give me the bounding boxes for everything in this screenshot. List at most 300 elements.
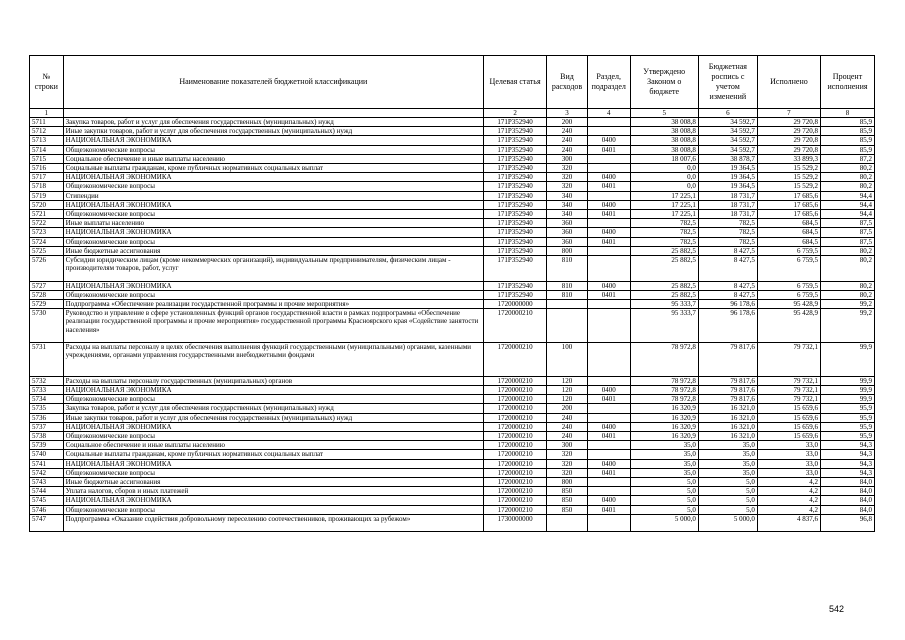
cell-target: 1720000210 xyxy=(484,496,547,505)
header-exp-type: Вид расходов xyxy=(547,56,588,109)
cell-row-no: 5742 xyxy=(30,468,64,477)
cell-target: 1720000210 xyxy=(484,505,547,514)
cell-approved: 5,0 xyxy=(630,496,698,505)
cell-exp-type: 800 xyxy=(547,478,588,487)
cell-percent: 80,2 xyxy=(820,182,874,191)
cell-percent: 95,9 xyxy=(820,422,874,431)
table-row xyxy=(30,386,875,395)
cell-percent: 87,5 xyxy=(820,237,874,246)
cell-approved: 16 320,9 xyxy=(630,432,698,441)
table-row xyxy=(30,459,875,468)
cell-exp-type: 200 xyxy=(547,404,588,413)
cell-percent: 99,9 xyxy=(820,386,874,395)
table-row xyxy=(30,154,875,163)
cell-target: 171Р352940 xyxy=(484,228,547,237)
cell-executed: 6 759,5 xyxy=(757,246,820,255)
cell-approved: 78 972,8 xyxy=(630,395,698,404)
cell-schedule: 782,5 xyxy=(698,228,757,237)
cell-row-no: 5732 xyxy=(30,376,64,385)
cell-schedule: 782,5 xyxy=(698,219,757,228)
cell-name: НАЦИОНАЛЬНАЯ ЭКОНОМИКА xyxy=(63,173,483,182)
cell-executed: 15 659,6 xyxy=(757,413,820,422)
cell-exp-type: 240 xyxy=(547,422,588,431)
cell-row-no: 5722 xyxy=(30,219,64,228)
cell-section: 0400 xyxy=(587,228,630,237)
column-number: 4 xyxy=(587,109,630,118)
cell-name: Расходы на выплаты персоналу в целях обеспечения выполнения функций государственными (муниципальными) органами, казенными учреждениями, органами управления государственными внебюджетными фондами xyxy=(63,343,483,377)
cell-percent: 94,3 xyxy=(820,450,874,459)
column-number: 7 xyxy=(757,109,820,118)
cell-target: 1720000210 xyxy=(484,309,547,343)
cell-name: НАЦИОНАЛЬНАЯ ЭКОНОМИКА xyxy=(63,228,483,237)
cell-exp-type: 120 xyxy=(547,386,588,395)
cell-row-no: 5717 xyxy=(30,173,64,182)
table-row xyxy=(30,487,875,496)
cell-section xyxy=(587,441,630,450)
cell-name: Социальное обеспечение и иные выплаты населению xyxy=(63,441,483,450)
cell-target: 1720000210 xyxy=(484,487,547,496)
table-row xyxy=(30,191,875,200)
cell-exp-type: 810 xyxy=(547,290,588,299)
cell-approved: 17 225,1 xyxy=(630,210,698,219)
cell-row-no: 5725 xyxy=(30,246,64,255)
table-row xyxy=(30,468,875,477)
table-row xyxy=(30,413,875,422)
cell-target: 1720000210 xyxy=(484,432,547,441)
cell-schedule: 16 321,0 xyxy=(698,404,757,413)
cell-section xyxy=(587,478,630,487)
cell-name: Общеэкономические вопросы xyxy=(63,432,483,441)
cell-schedule: 18 731,7 xyxy=(698,191,757,200)
cell-executed: 29 720,8 xyxy=(757,127,820,136)
cell-executed: 79 732,1 xyxy=(757,343,820,377)
cell-name: Подпрограмма «Оказание содействия добровольному переселению соотечественников, проживающих за рубежом» xyxy=(63,514,483,531)
cell-section: 0400 xyxy=(587,136,630,145)
cell-section xyxy=(587,413,630,422)
cell-name: Подпрограмма «Обеспечение реализации государственной программы и прочие мероприятия» xyxy=(63,300,483,309)
cell-approved: 35,0 xyxy=(630,441,698,450)
cell-schedule: 8 427,5 xyxy=(698,246,757,255)
cell-target: 1720000210 xyxy=(484,450,547,459)
cell-exp-type: 200 xyxy=(547,118,588,127)
cell-row-no: 5720 xyxy=(30,200,64,209)
cell-row-no: 5727 xyxy=(30,281,64,290)
cell-executed: 17 685,6 xyxy=(757,210,820,219)
cell-name: Иные бюджетные ассигнования xyxy=(63,478,483,487)
cell-target: 1720000000 xyxy=(484,300,547,309)
cell-exp-type: 810 xyxy=(547,281,588,290)
cell-approved: 25 882,5 xyxy=(630,246,698,255)
cell-executed: 79 732,1 xyxy=(757,395,820,404)
table-row xyxy=(30,145,875,154)
cell-percent: 80,2 xyxy=(820,256,874,282)
cell-schedule: 782,5 xyxy=(698,237,757,246)
cell-exp-type xyxy=(547,300,588,309)
cell-percent: 87,5 xyxy=(820,219,874,228)
cell-schedule: 18 731,7 xyxy=(698,210,757,219)
cell-approved: 0,0 xyxy=(630,164,698,173)
cell-target: 171Р352940 xyxy=(484,164,547,173)
cell-name: Субсидии юридическим лицам (кроме некоммерческих организаций), индивидуальным предпринимателям, физическим лицам - производителям товаров, работ, услуг xyxy=(63,256,483,282)
cell-row-no: 5730 xyxy=(30,309,64,343)
cell-executed: 6 759,5 xyxy=(757,256,820,282)
cell-executed: 4 837,6 xyxy=(757,514,820,531)
cell-target: 1720000210 xyxy=(484,404,547,413)
cell-schedule: 96 178,6 xyxy=(698,300,757,309)
table-row xyxy=(30,432,875,441)
table-row xyxy=(30,219,875,228)
cell-target: 171Р352940 xyxy=(484,200,547,209)
cell-executed: 684,5 xyxy=(757,219,820,228)
cell-row-no: 5739 xyxy=(30,441,64,450)
column-number: 3 xyxy=(547,109,588,118)
cell-target: 171Р352940 xyxy=(484,219,547,228)
cell-percent: 99,2 xyxy=(820,300,874,309)
table-row xyxy=(30,182,875,191)
table-row xyxy=(30,290,875,299)
cell-name: Расходы на выплаты персоналу государственных (муниципальных) органов xyxy=(63,376,483,385)
cell-section xyxy=(587,118,630,127)
cell-percent: 87,2 xyxy=(820,154,874,163)
cell-schedule: 34 592,7 xyxy=(698,136,757,145)
cell-section xyxy=(587,191,630,200)
cell-section xyxy=(587,127,630,136)
header-name: Наименование показателей бюджетной классификации xyxy=(63,56,483,109)
cell-section: 0400 xyxy=(587,496,630,505)
cell-name: Иные закупки товаров, работ и услуг для обеспечения государственных (муниципальных) нужд xyxy=(63,127,483,136)
cell-percent: 80,2 xyxy=(820,246,874,255)
cell-approved: 5 000,0 xyxy=(630,514,698,531)
cell-section: 0401 xyxy=(587,182,630,191)
column-number: 6 xyxy=(698,109,757,118)
table-row xyxy=(30,200,875,209)
header-executed: Исполнено xyxy=(757,56,820,109)
cell-exp-type: 360 xyxy=(547,228,588,237)
cell-exp-type: 810 xyxy=(547,256,588,282)
cell-percent: 94,4 xyxy=(820,191,874,200)
cell-exp-type: 300 xyxy=(547,441,588,450)
cell-target: 171Р352940 xyxy=(484,191,547,200)
cell-row-no: 5728 xyxy=(30,290,64,299)
cell-approved: 5,0 xyxy=(630,487,698,496)
cell-name: Общеэкономические вопросы xyxy=(63,290,483,299)
cell-target: 1720000210 xyxy=(484,441,547,450)
cell-approved: 782,5 xyxy=(630,237,698,246)
cell-name: НАЦИОНАЛЬНАЯ ЭКОНОМИКА xyxy=(63,496,483,505)
header-percent: Процент исполнения xyxy=(820,56,874,109)
table-row xyxy=(30,441,875,450)
cell-target: 171Р352940 xyxy=(484,281,547,290)
cell-executed: 17 685,6 xyxy=(757,191,820,200)
cell-schedule: 5,0 xyxy=(698,496,757,505)
cell-approved: 78 972,8 xyxy=(630,376,698,385)
cell-target: 171Р352940 xyxy=(484,154,547,163)
cell-schedule: 19 364,5 xyxy=(698,164,757,173)
cell-executed: 684,5 xyxy=(757,237,820,246)
cell-name: Общеэкономические вопросы xyxy=(63,210,483,219)
cell-executed: 15 659,6 xyxy=(757,404,820,413)
cell-schedule: 35,0 xyxy=(698,441,757,450)
cell-row-no: 5746 xyxy=(30,505,64,514)
cell-name: Закупка товаров, работ и услуг для обеспечения государственных (муниципальных) нужд xyxy=(63,404,483,413)
cell-schedule: 79 817,6 xyxy=(698,386,757,395)
cell-schedule: 5,0 xyxy=(698,487,757,496)
cell-row-no: 5731 xyxy=(30,343,64,377)
cell-name: НАЦИОНАЛЬНАЯ ЭКОНОМИКА xyxy=(63,281,483,290)
cell-approved: 95 333,7 xyxy=(630,309,698,343)
cell-row-no: 5745 xyxy=(30,496,64,505)
cell-row-no: 5712 xyxy=(30,127,64,136)
cell-approved: 782,5 xyxy=(630,219,698,228)
cell-executed: 15 659,6 xyxy=(757,422,820,431)
cell-approved: 16 320,9 xyxy=(630,413,698,422)
cell-executed: 4,2 xyxy=(757,505,820,514)
cell-schedule: 34 592,7 xyxy=(698,118,757,127)
table-row xyxy=(30,173,875,182)
cell-name: Общеэкономические вопросы xyxy=(63,237,483,246)
cell-row-no: 5741 xyxy=(30,459,64,468)
cell-percent: 94,3 xyxy=(820,468,874,477)
cell-name: Иные закупки товаров, работ и услуг для обеспечения государственных (муниципальных) нужд xyxy=(63,413,483,422)
cell-executed: 95 428,9 xyxy=(757,300,820,309)
table-row xyxy=(30,127,875,136)
cell-exp-type: 240 xyxy=(547,136,588,145)
cell-section xyxy=(587,164,630,173)
cell-approved: 782,5 xyxy=(630,228,698,237)
cell-percent: 84,0 xyxy=(820,478,874,487)
cell-approved: 0,0 xyxy=(630,173,698,182)
cell-section: 0400 xyxy=(587,281,630,290)
cell-row-no: 5714 xyxy=(30,145,64,154)
cell-schedule: 35,0 xyxy=(698,468,757,477)
cell-executed: 15 529,2 xyxy=(757,182,820,191)
cell-name: НАЦИОНАЛЬНАЯ ЭКОНОМИКА xyxy=(63,200,483,209)
cell-approved: 16 320,9 xyxy=(630,404,698,413)
cell-row-no: 5734 xyxy=(30,395,64,404)
cell-row-no: 5726 xyxy=(30,256,64,282)
cell-executed: 4,2 xyxy=(757,478,820,487)
cell-schedule: 16 321,0 xyxy=(698,422,757,431)
cell-approved: 17 225,1 xyxy=(630,200,698,209)
cell-approved: 38 008,8 xyxy=(630,118,698,127)
cell-row-no: 5718 xyxy=(30,182,64,191)
cell-executed: 33,0 xyxy=(757,441,820,450)
cell-exp-type: 120 xyxy=(547,376,588,385)
table-row xyxy=(30,450,875,459)
cell-section: 0401 xyxy=(587,432,630,441)
cell-schedule: 16 321,0 xyxy=(698,432,757,441)
cell-executed: 33 899,3 xyxy=(757,154,820,163)
cell-schedule: 35,0 xyxy=(698,450,757,459)
cell-percent: 95,9 xyxy=(820,404,874,413)
budget-table xyxy=(29,55,875,532)
cell-section xyxy=(587,343,630,377)
cell-executed: 684,5 xyxy=(757,228,820,237)
cell-section: 0400 xyxy=(587,173,630,182)
cell-name: Общеэкономические вопросы xyxy=(63,395,483,404)
cell-name: Иные бюджетные ассигнования xyxy=(63,246,483,255)
cell-exp-type: 340 xyxy=(547,210,588,219)
cell-section: 0400 xyxy=(587,200,630,209)
cell-name: НАЦИОНАЛЬНАЯ ЭКОНОМИКА xyxy=(63,386,483,395)
cell-section: 0400 xyxy=(587,386,630,395)
cell-executed: 4,2 xyxy=(757,487,820,496)
cell-exp-type xyxy=(547,309,588,343)
cell-section: 0400 xyxy=(587,459,630,468)
cell-approved: 35,0 xyxy=(630,468,698,477)
cell-percent: 94,4 xyxy=(820,200,874,209)
cell-target: 1720000210 xyxy=(484,413,547,422)
cell-target: 1720000210 xyxy=(484,343,547,377)
cell-row-no: 5737 xyxy=(30,422,64,431)
cell-exp-type: 850 xyxy=(547,505,588,514)
cell-exp-type: 340 xyxy=(547,191,588,200)
cell-target: 171Р352940 xyxy=(484,237,547,246)
cell-executed: 6 759,5 xyxy=(757,290,820,299)
cell-schedule: 5,0 xyxy=(698,505,757,514)
cell-executed: 33,0 xyxy=(757,459,820,468)
table-row xyxy=(30,246,875,255)
cell-section xyxy=(587,514,630,531)
cell-row-no: 5724 xyxy=(30,237,64,246)
cell-row-no: 5719 xyxy=(30,191,64,200)
cell-exp-type xyxy=(547,514,588,531)
table-row xyxy=(30,164,875,173)
cell-target: 1720000210 xyxy=(484,478,547,487)
cell-executed: 33,0 xyxy=(757,468,820,477)
cell-percent: 80,2 xyxy=(820,173,874,182)
cell-target: 171Р352940 xyxy=(484,246,547,255)
cell-target: 1720000210 xyxy=(484,422,547,431)
cell-row-no: 5723 xyxy=(30,228,64,237)
cell-schedule: 79 817,6 xyxy=(698,376,757,385)
cell-section xyxy=(587,300,630,309)
cell-schedule: 18 731,7 xyxy=(698,200,757,209)
table-row xyxy=(30,514,875,531)
cell-row-no: 5716 xyxy=(30,164,64,173)
cell-approved: 5,0 xyxy=(630,505,698,514)
header-row-no: № строки xyxy=(30,56,64,109)
cell-percent: 80,2 xyxy=(820,281,874,290)
cell-percent: 87,5 xyxy=(820,228,874,237)
cell-percent: 99,9 xyxy=(820,376,874,385)
cell-percent: 85,9 xyxy=(820,145,874,154)
cell-approved: 35,0 xyxy=(630,459,698,468)
cell-row-no: 5715 xyxy=(30,154,64,163)
page-number: 542 xyxy=(829,604,845,614)
cell-exp-type: 850 xyxy=(547,487,588,496)
cell-schedule: 34 592,7 xyxy=(698,127,757,136)
cell-schedule: 79 817,6 xyxy=(698,343,757,377)
cell-exp-type: 320 xyxy=(547,173,588,182)
cell-target: 171Р352940 xyxy=(484,256,547,282)
cell-executed: 29 720,8 xyxy=(757,136,820,145)
cell-row-no: 5733 xyxy=(30,386,64,395)
cell-approved: 38 008,8 xyxy=(630,127,698,136)
cell-target: 171Р352940 xyxy=(484,210,547,219)
cell-target: 1720000210 xyxy=(484,459,547,468)
column-number-row xyxy=(30,109,875,118)
table-row xyxy=(30,309,875,343)
cell-exp-type: 800 xyxy=(547,246,588,255)
cell-schedule: 79 817,6 xyxy=(698,395,757,404)
cell-approved: 18 007,6 xyxy=(630,154,698,163)
cell-executed: 33,0 xyxy=(757,450,820,459)
cell-section: 0401 xyxy=(587,468,630,477)
cell-exp-type: 320 xyxy=(547,164,588,173)
cell-percent: 99,2 xyxy=(820,309,874,343)
cell-target: 171Р352940 xyxy=(484,118,547,127)
cell-target: 171Р352940 xyxy=(484,173,547,182)
column-number xyxy=(63,109,483,118)
cell-section xyxy=(587,376,630,385)
cell-schedule: 96 178,6 xyxy=(698,309,757,343)
cell-executed: 29 720,8 xyxy=(757,118,820,127)
header-section: Раздел, подраздел xyxy=(587,56,630,109)
cell-approved: 25 882,5 xyxy=(630,290,698,299)
cell-name: Общеэкономические вопросы xyxy=(63,145,483,154)
cell-percent: 99,9 xyxy=(820,343,874,377)
cell-row-no: 5735 xyxy=(30,404,64,413)
cell-executed: 15 529,2 xyxy=(757,164,820,173)
cell-row-no: 5747 xyxy=(30,514,64,531)
cell-target: 1720000210 xyxy=(484,468,547,477)
cell-approved: 17 225,1 xyxy=(630,191,698,200)
table-row xyxy=(30,422,875,431)
cell-approved: 25 882,5 xyxy=(630,281,698,290)
column-number: 8 xyxy=(820,109,874,118)
cell-name: Закупка товаров, работ и услуг для обеспечения государственных (муниципальных) нужд xyxy=(63,118,483,127)
cell-approved: 0,0 xyxy=(630,182,698,191)
cell-executed: 95 428,9 xyxy=(757,309,820,343)
table-row xyxy=(30,505,875,514)
cell-percent: 85,9 xyxy=(820,136,874,145)
cell-target: 171Р352940 xyxy=(484,290,547,299)
table-row xyxy=(30,281,875,290)
cell-executed: 4,2 xyxy=(757,496,820,505)
cell-target: 1720000210 xyxy=(484,395,547,404)
cell-schedule: 5,0 xyxy=(698,478,757,487)
cell-section xyxy=(587,309,630,343)
cell-exp-type: 320 xyxy=(547,468,588,477)
table-row xyxy=(30,300,875,309)
cell-section: 0401 xyxy=(587,210,630,219)
cell-section: 0401 xyxy=(587,145,630,154)
cell-target: 1730000000 xyxy=(484,514,547,531)
cell-approved: 5,0 xyxy=(630,478,698,487)
cell-row-no: 5740 xyxy=(30,450,64,459)
cell-row-no: 5713 xyxy=(30,136,64,145)
cell-target: 1720000210 xyxy=(484,376,547,385)
cell-target: 171Р352940 xyxy=(484,136,547,145)
cell-percent: 80,2 xyxy=(820,164,874,173)
table-row xyxy=(30,228,875,237)
cell-percent: 84,0 xyxy=(820,505,874,514)
table-row xyxy=(30,496,875,505)
cell-schedule: 8 427,5 xyxy=(698,281,757,290)
cell-schedule: 16 321,0 xyxy=(698,413,757,422)
table-row xyxy=(30,118,875,127)
cell-target: 1720000210 xyxy=(484,386,547,395)
cell-name: Общеэкономические вопросы xyxy=(63,468,483,477)
cell-schedule: 35,0 xyxy=(698,459,757,468)
cell-percent: 85,9 xyxy=(820,118,874,127)
table-row xyxy=(30,136,875,145)
cell-exp-type: 320 xyxy=(547,459,588,468)
cell-schedule: 19 364,5 xyxy=(698,173,757,182)
cell-row-no: 5729 xyxy=(30,300,64,309)
cell-name: НАЦИОНАЛЬНАЯ ЭКОНОМИКА xyxy=(63,459,483,468)
